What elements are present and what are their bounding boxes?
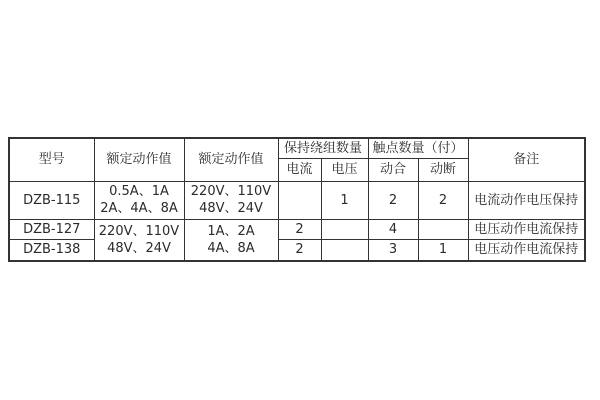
rated-value-line: 0.5A、1A [109, 184, 169, 199]
header-rated-action-value-a: 额定动作值 [94, 138, 184, 181]
current-count-cell: 2 [278, 239, 321, 261]
rated-value-line: 220V、110V [98, 223, 180, 239]
table-row-dzb-115 [9, 181, 585, 219]
remark-cell: 电压动作电流保持 [468, 239, 585, 261]
model-cell: DZB-115 [9, 181, 94, 219]
rated-value-a-cell [94, 181, 184, 219]
voltage-count-cell [321, 239, 368, 261]
header-normally-closed: 动断 [418, 158, 468, 181]
header-voltage: 电压 [321, 158, 368, 181]
voltage-count-cell [321, 219, 368, 239]
current-count-cell [278, 181, 321, 219]
rated-value-line: 2A、4A、8A [100, 201, 178, 216]
rated-value-line: 220V、110V [190, 184, 272, 199]
header-remarks: 备注 [468, 138, 585, 181]
header-model: 型号 [9, 138, 94, 181]
normally-closed-count-cell: 1 [418, 239, 468, 261]
model-cell: DZB-138 [9, 239, 94, 261]
table-row-dzb-127 [9, 219, 585, 239]
normally-open-count-cell: 4 [368, 219, 418, 239]
normally-closed-count-cell [418, 219, 468, 239]
rated-value-a-merged-cell [94, 219, 184, 261]
model-cell: DZB-127 [9, 219, 94, 239]
header-contact-count: 触点数量（付） [368, 138, 468, 158]
rated-value-line: 48V、24V [107, 240, 171, 256]
current-count-cell: 2 [278, 219, 321, 239]
rated-value-b-merged-cell [184, 219, 278, 261]
rated-value-line: 4A、8A [207, 240, 255, 256]
normally-open-count-cell: 2 [368, 181, 418, 219]
normally-open-count-cell: 3 [368, 239, 418, 261]
header-row-top [9, 138, 585, 158]
header-rated-action-value-b: 额定动作值 [184, 138, 278, 181]
rated-value-line: 48V、24V [199, 201, 263, 216]
normally-closed-count-cell: 2 [418, 181, 468, 219]
header-current: 电流 [278, 158, 321, 181]
rated-value-b-cell [184, 181, 278, 219]
header-normally-open: 动合 [368, 158, 418, 181]
rated-value-line: 1A、2A [207, 223, 255, 239]
voltage-count-cell: 1 [321, 181, 368, 219]
header-holding-winding-count: 保持绕组数量 [278, 138, 368, 158]
remark-cell: 电压动作电流保持 [468, 219, 585, 239]
remark-cell: 电流动作电压保持 [468, 181, 585, 219]
relay-spec-table [8, 137, 586, 262]
